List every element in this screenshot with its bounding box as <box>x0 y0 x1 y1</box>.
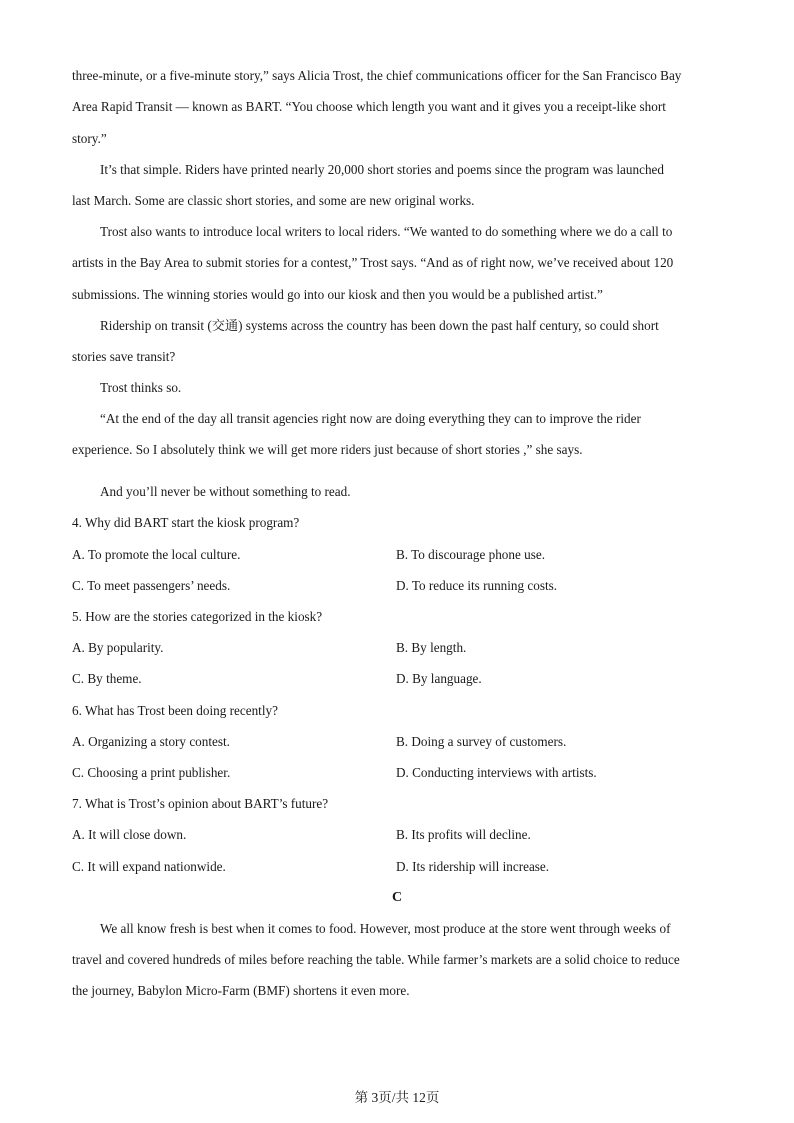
passage-line: experience. So I absolutely think we will get more riders just because of short stories ,” she says. <box>72 442 583 457</box>
answer-option: A. By popularity. <box>72 640 164 655</box>
passage-line: Ridership on transit (交通) systems across the country has been down the past half century, so could short <box>100 318 659 333</box>
answer-option: D. By language. <box>396 671 482 686</box>
question-stem: 6. What has Trost been doing recently? <box>72 703 278 718</box>
passage-line: And you’ll never be without something to read. <box>100 484 351 499</box>
answer-option: D. Its ridership will increase. <box>396 859 550 874</box>
passage-line: story.” <box>72 131 107 146</box>
answer-option: C. By theme. <box>72 671 142 686</box>
answer-option: B. Its profits will decline. <box>396 827 531 842</box>
passage-line: the journey, Babylon Micro-Farm (BMF) shortens it even more. <box>72 983 410 998</box>
question-stem: 7. What is Trost’s opinion about BART’s future? <box>72 796 329 811</box>
passage-line: submissions. The winning stories would go into our kiosk and then you would be a published artist.” <box>72 287 603 302</box>
passage-line: Trost thinks so. <box>100 380 182 395</box>
passage-line: Area Rapid Transit — known as BART. “You choose which length you want and it gives you a receipt-like short <box>72 99 666 114</box>
answer-option: B. Doing a survey of customers. <box>396 734 567 749</box>
answer-option: D. To reduce its running costs. <box>396 578 558 593</box>
passage-line: We all know fresh is best when it comes to food. However, most produce at the store went through weeks of <box>100 921 671 936</box>
answer-option: A. Organizing a story contest. <box>72 734 230 749</box>
passage-line: travel and covered hundreds of miles before reaching the table. While farmer’s markets are a solid choice to reduce <box>72 952 680 967</box>
question-stem: 5. How are the stories categorized in the kiosk? <box>72 609 323 624</box>
passage-line: stories save transit? <box>72 349 176 364</box>
passage-line: Trost also wants to introduce local writers to local riders. “We wanted to do something where we do a call to <box>100 224 673 239</box>
passage-line: artists in the Bay Area to submit stories for a contest,” Trost says. “And as of right now, we’ve received about 120 <box>72 255 674 270</box>
answer-option: C. It will expand nationwide. <box>72 859 226 874</box>
passage-line: three-minute, or a five-minute story,” says Alicia Trost, the chief communications officer for the San Francisco Bay <box>72 68 682 83</box>
answer-option: A. It will close down. <box>72 827 187 842</box>
section-heading: C <box>391 890 403 905</box>
answer-option: C. Choosing a print publisher. <box>72 765 231 780</box>
answer-option: B. By length. <box>396 640 467 655</box>
passage-line: “At the end of the day all transit agencies right now are doing everything they can to improve the rider <box>100 411 641 426</box>
answer-option: C. To meet passengers’ needs. <box>72 578 231 593</box>
passage-line: last March. Some are classic short stories, and some are new original works. <box>72 193 475 208</box>
question-stem: 4. Why did BART start the kiosk program? <box>72 515 300 530</box>
passage-line: It’s that simple. Riders have printed nearly 20,000 short stories and poems since the program was launched <box>100 162 664 177</box>
answer-option: D. Conducting interviews with artists. <box>396 765 597 780</box>
page-number: 第 3页/共 12页 <box>354 1090 440 1105</box>
answer-option: B. To discourage phone use. <box>396 547 545 562</box>
answer-option: A. To promote the local culture. <box>72 547 241 562</box>
